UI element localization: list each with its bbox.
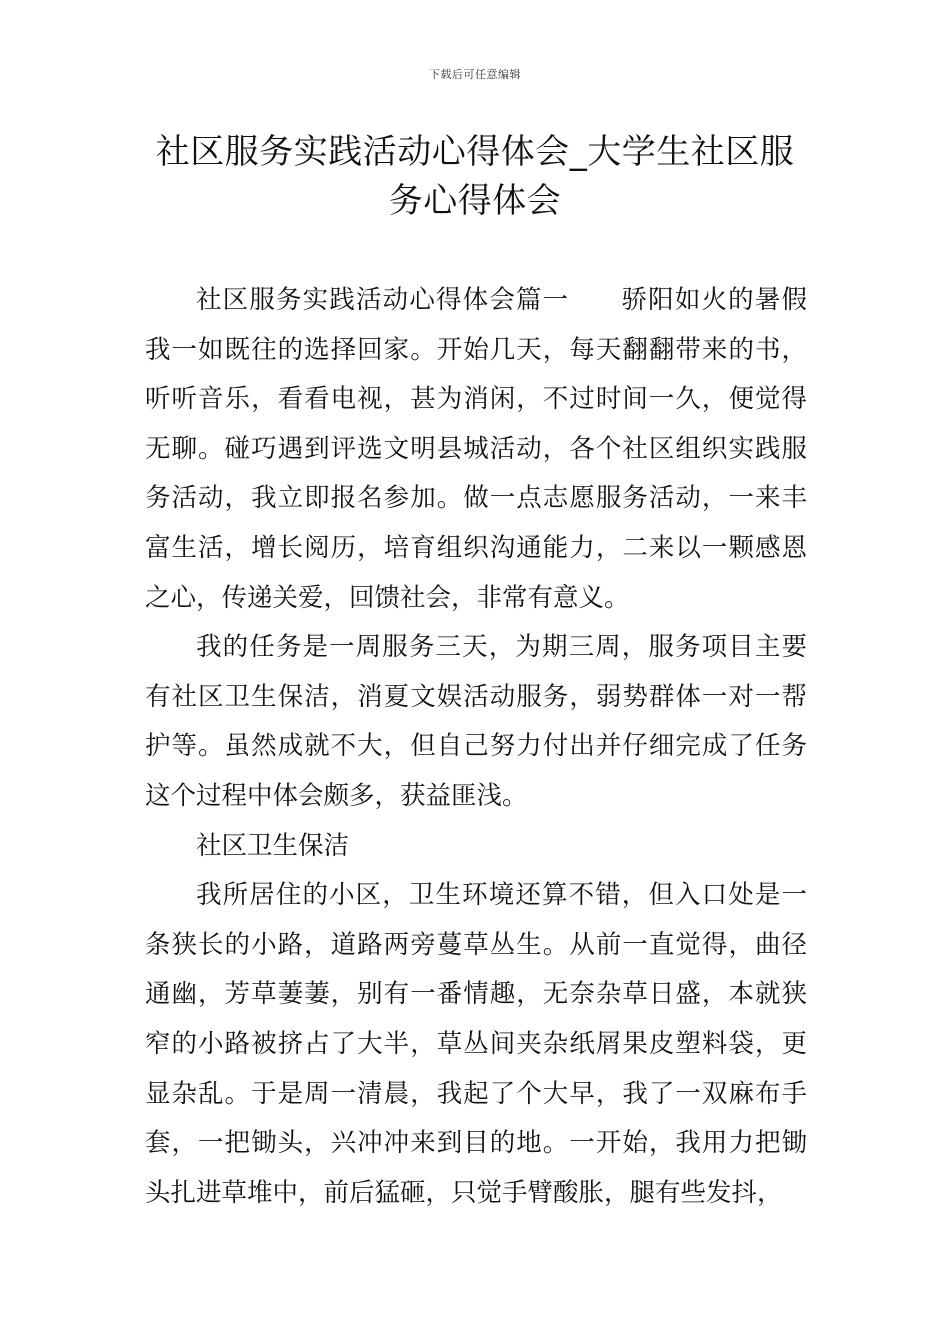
document-title: 社区服务实践活动心得体会_大学生社区服务心得体会	[155, 132, 795, 221]
paragraph-2: 我的任务是一周服务三天，为期三周，服务项目主要有社区卫生保洁，消夏文娱活动服务，弱势群体一对一帮护等。虽然成就不大，但自己努力付出并仔细完成了任务这个过程中体会颇多，获益匪浅。	[145, 632, 807, 811]
paragraph-3: 我所居住的小区，卫生环境还算不错，但入口处是一条狭长的小路，道路两旁蔓草丛生。从前一直觉得，曲径通幽，芳草萋萋，别有一番情趣，无奈杂草日盛，本就狭窄的小路被挤占了大半，草丛间夹杂纸屑果皮塑料袋，更显杂乱。于是周一清晨，我起了个大早，我了一双麻布手套，一把锄头，兴冲冲来到目的地。一开始，我用力把锄头扎进草堆中，前后猛砸，只觉手臂酸胀，腿有些发抖，	[145, 880, 807, 1208]
paragraph-1	[145, 276, 807, 623]
header-note: 下载后可任意编辑	[429, 68, 521, 81]
section-heading: 社区卫生保洁	[196, 830, 350, 861]
paragraph-1-lead: 社区服务实践活动心得体会篇一	[196, 285, 570, 315]
document-body	[145, 276, 807, 1218]
paragraph-1-text: 骄阳如火的暑假我一如既往的选择回家。开始几天，每天翻翻带来的书，听听音乐，看看电视，甚为消闲，不过时间一久，便觉得无聊。碰巧遇到评选文明县城活动，各个社区组织实践服务活动，我立即报名参加。做一点志愿服务活动，一来丰富生活，增长阅历，培育组织沟通能力，二来以一颗感恩之心，传递关爱，回馈社会，非常有意义。	[145, 285, 807, 613]
